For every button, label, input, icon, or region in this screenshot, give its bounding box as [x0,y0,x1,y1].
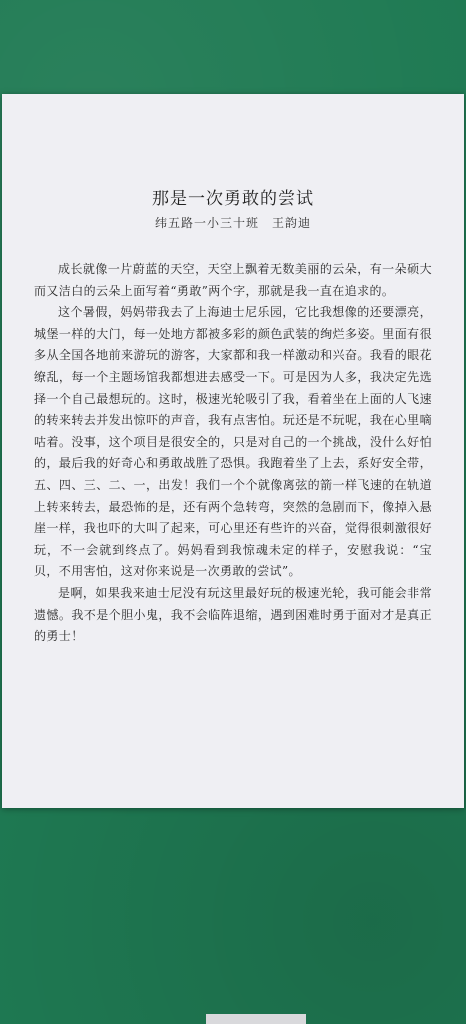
author-line: 纬五路一小三十班 王韵迪 [154,216,311,230]
essay-body [34,259,432,648]
paragraph: 成长就像一片蔚蓝的天空，天空上飘着无数美丽的云朵，有一朵硕大而又洁白的云朵上面写着“勇敢”两个字，那就是我一直在追求的。 [34,262,432,298]
paper-sheet [2,94,464,808]
paragraph: 这个暑假，妈妈带我去了上海迪士尼乐园，它比我想像的还要漂亮，城堡一样的大门，每一处地方都被多彩的颜色武装的绚烂多姿。里面有很多从全国各地前来游玩的游客，大家都和我一样激动和兴奋。我看的眼花缭乱，每一个主题场馆我都想进去感受一下。可是因为人多，我决定先选择一个自己最想玩的。这时，极速光轮吸引了我，看着坐在上面的人飞速的转来转去并发出惊吓的声音，我有点害怕。玩还是不玩呢，我在心里嘀咕着。没事，这个项目是很安全的，只是对自己的一个挑战，没什么好怕的，最后我的好奇心和勇敢战胜了恐惧。我跑着坐了上去，系好安全带，五、四、三、二、一，出发！我们一个个就像离弦的箭一样飞速的在轨道上转来转去，最恐怖的是，还有两个急转弯，突然的急剧而下，像掉入悬崖一样，我也吓的大叫了起来，可心里还有些许的兴奋，觉得很刺激很好玩，不一会就到终点了。妈妈看到我惊魂未定的样子，安慰我说：“宝贝，不用害怕，这对你来说是一次勇敢的尝试”。 [34,305,432,579]
essay-title: 那是一次勇敢的尝试 [152,189,314,209]
paper-corner [206,1014,306,1024]
paragraph: 是啊，如果我来迪士尼没有玩这里最好玩的极速光轮，我可能会非常遗憾。我不是个胆小鬼，我不会临阵退缩，遇到困难时勇于面对才是真正的勇士！ [34,585,432,644]
